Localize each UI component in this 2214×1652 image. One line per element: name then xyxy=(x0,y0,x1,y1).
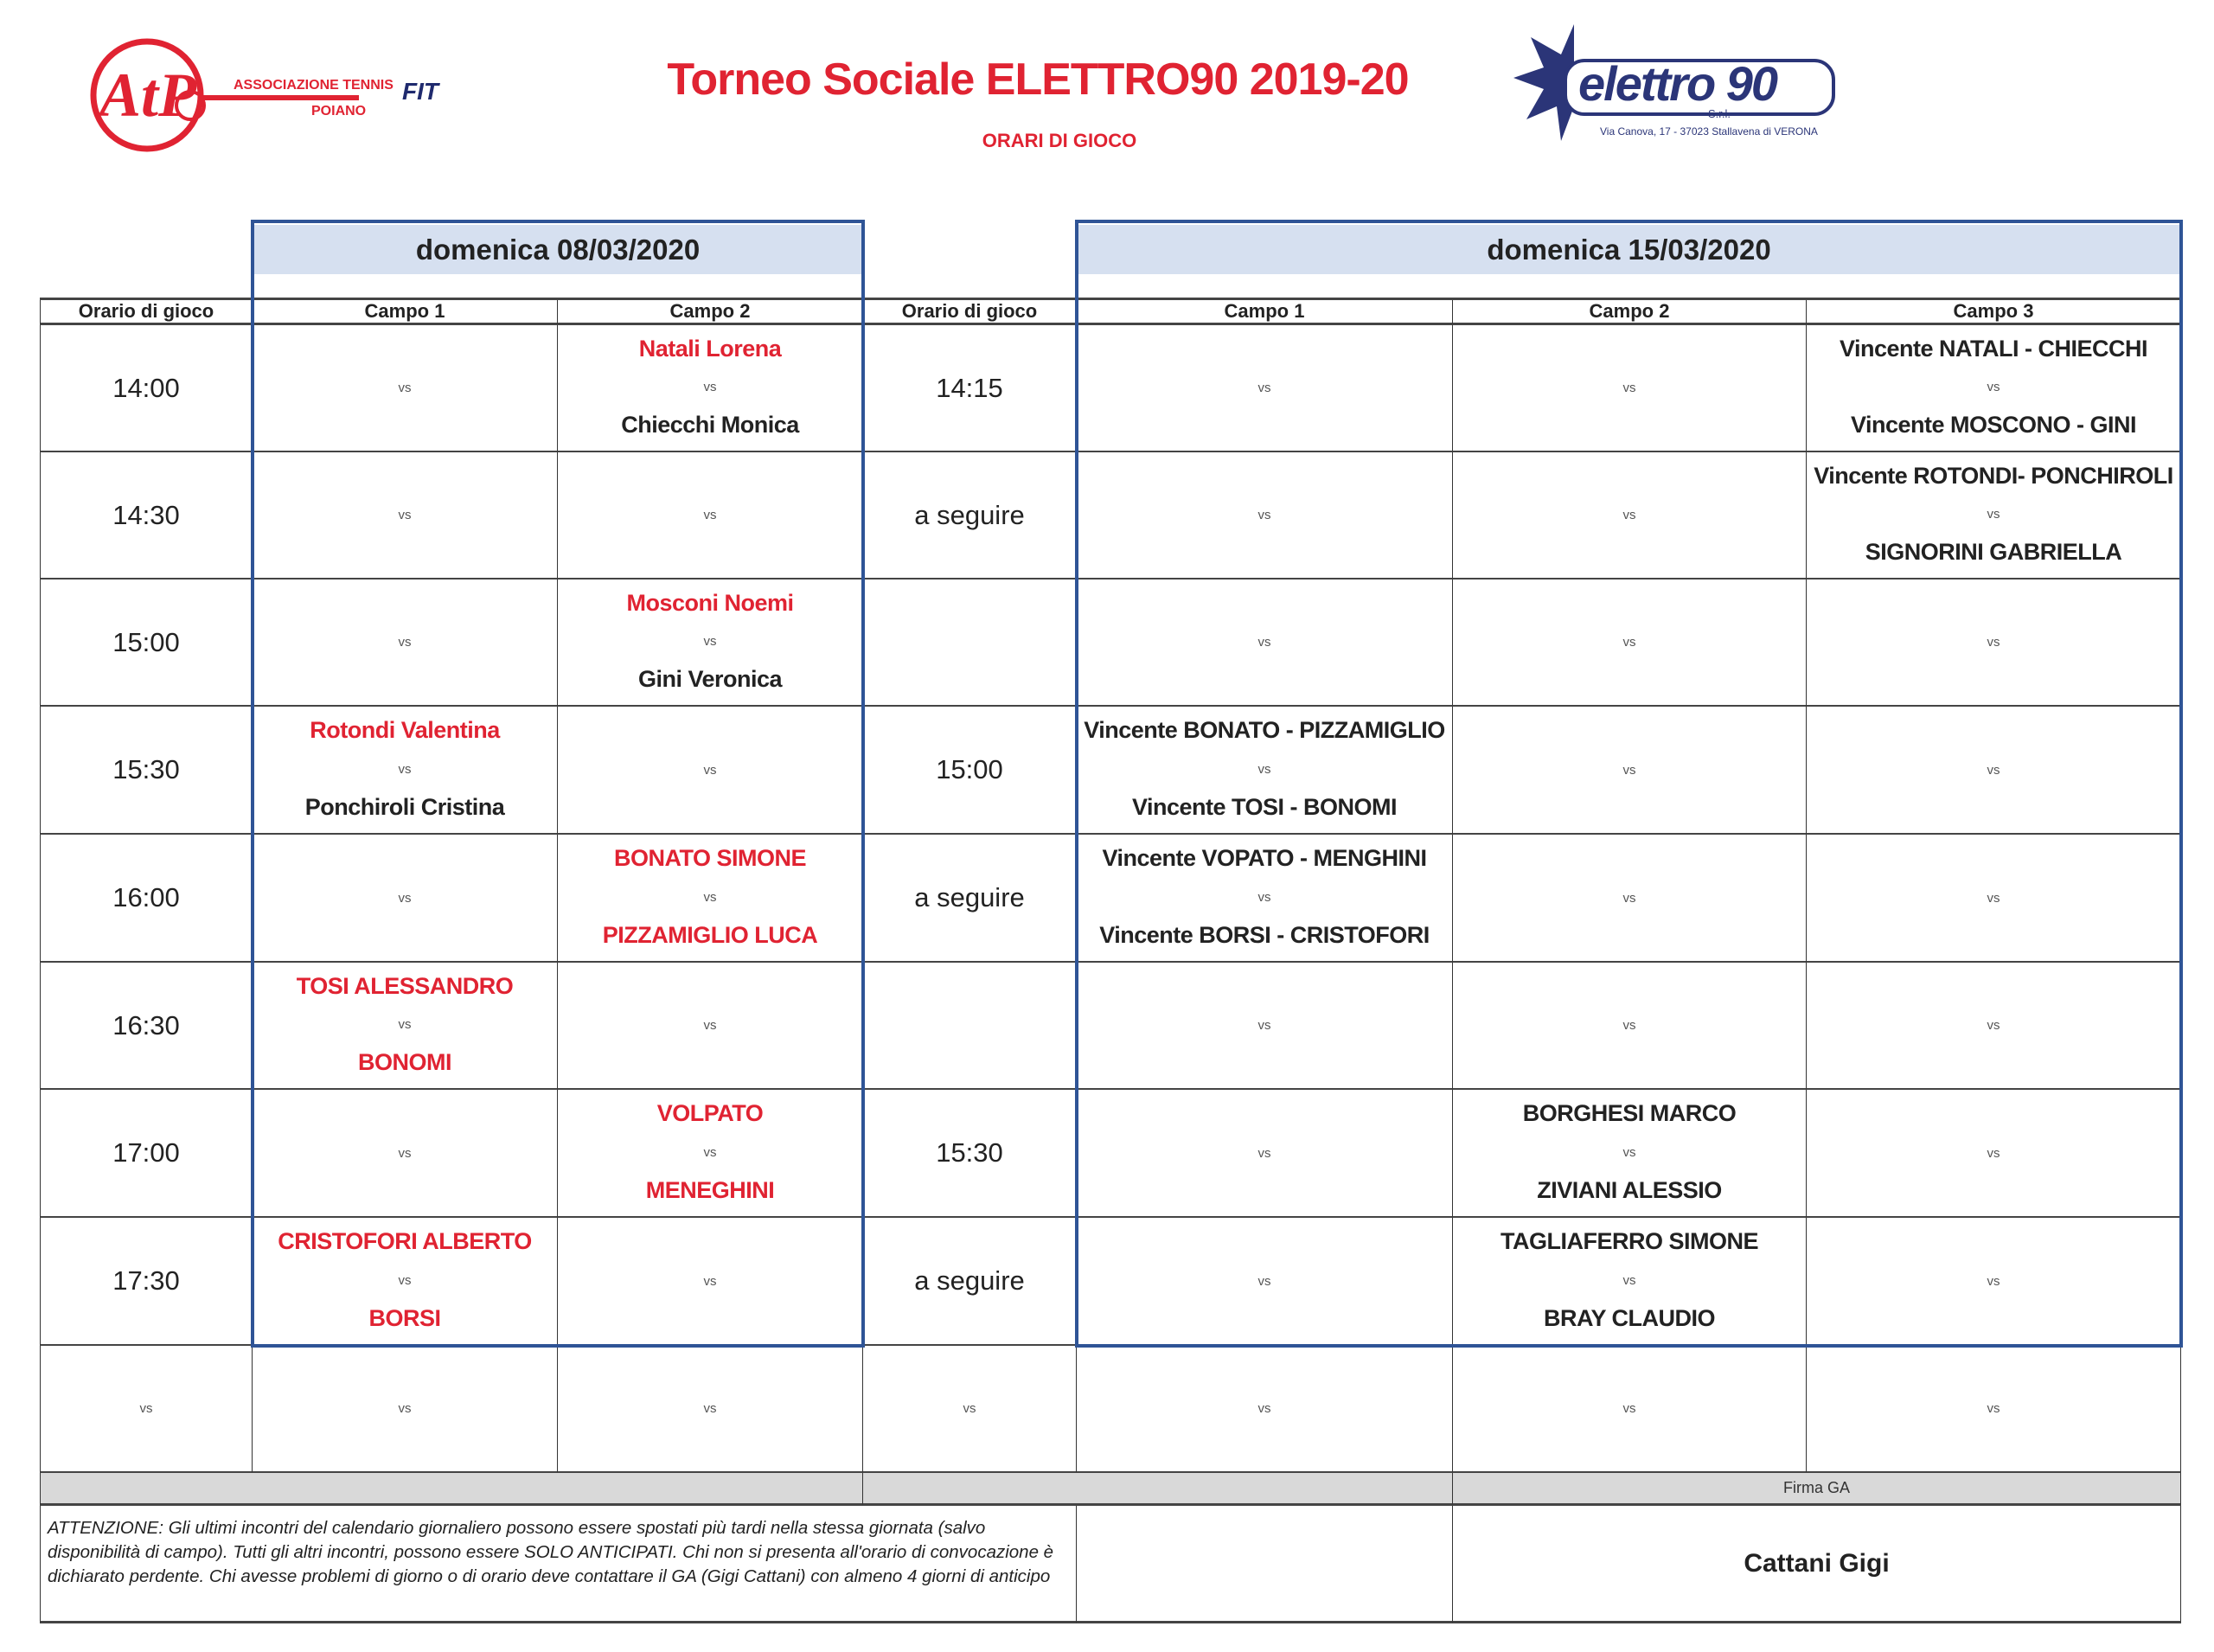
match-cell[interactable] xyxy=(558,579,863,707)
vs-label: vs xyxy=(1257,761,1271,777)
time-label: a seguire xyxy=(914,1265,1025,1296)
player-2: Vincente TOSI - BONOMI xyxy=(1131,794,1398,820)
player-1: Rotondi Valentina xyxy=(310,717,500,743)
time-cell xyxy=(863,963,1077,1090)
elettro90-address: Via Canova, 17 - 37023 Stallavena di VERONA xyxy=(1600,125,1818,138)
vs-label: vs xyxy=(398,508,412,522)
time-cell xyxy=(40,707,253,835)
empty-match-cell[interactable] xyxy=(1077,1090,1453,1218)
page-subtitle: ORARI DI GIOCO xyxy=(982,130,1137,151)
player-1: CRISTOFORI ALBERTO xyxy=(278,1228,532,1254)
vs-label: vs xyxy=(1257,635,1271,650)
vs-label: vs xyxy=(398,1272,412,1288)
match-cell[interactable] xyxy=(1077,835,1453,963)
player-2: Chiecchi Monica xyxy=(621,412,799,438)
vs-label: vs xyxy=(703,1018,717,1033)
time-cell xyxy=(40,452,253,579)
empty-match-cell[interactable] xyxy=(1807,963,2181,1090)
fit-logo: FIT xyxy=(402,78,438,105)
vs-label: vs xyxy=(398,381,412,395)
empty-match-cell[interactable] xyxy=(253,835,558,963)
vs-label: vs xyxy=(1622,890,1636,906)
empty-match-cell[interactable] xyxy=(1807,1346,2181,1473)
day-header-2: domenica 15/03/2020 xyxy=(1077,225,2181,274)
player-1: Vincente VOPATO - MENGHINI xyxy=(1102,845,1427,871)
court-header: Campo 1 xyxy=(253,300,558,325)
time-cell xyxy=(863,325,1077,452)
empty-match-cell[interactable] xyxy=(558,452,863,579)
player-2: BONOMI xyxy=(358,1049,451,1075)
vs-label: vs xyxy=(398,635,412,650)
empty-match-cell[interactable] xyxy=(1077,963,1453,1090)
vs-label: vs xyxy=(703,508,717,522)
empty-match-cell[interactable] xyxy=(1453,325,1807,452)
vs-label: vs xyxy=(1622,381,1636,395)
match-cell[interactable] xyxy=(558,1090,863,1218)
match-cell[interactable] xyxy=(1453,1218,1807,1346)
court-header: Campo 2 xyxy=(558,300,863,325)
time-label: 14:15 xyxy=(936,372,1003,403)
vs-label: vs xyxy=(1987,1018,2000,1033)
player-2: MENEGHINI xyxy=(645,1177,775,1203)
player-2: Vincente MOSCONO - GINI xyxy=(1850,412,2137,438)
vs-label: vs xyxy=(703,1401,717,1416)
vs-label: vs xyxy=(1257,1018,1271,1033)
time-label: 15:30 xyxy=(112,754,180,784)
vs-label: vs xyxy=(1257,889,1271,905)
time-cell xyxy=(40,963,253,1090)
time-label: 14:00 xyxy=(112,372,180,403)
time-header-1: Orario di gioco xyxy=(40,300,253,325)
match-cell[interactable] xyxy=(1453,1090,1807,1218)
court-header: Campo 2 xyxy=(1453,300,1807,325)
vs-label: vs xyxy=(1987,1273,2000,1289)
vs-label: vs xyxy=(398,1145,412,1161)
time-cell xyxy=(40,1346,253,1473)
vs-label: vs xyxy=(703,889,717,905)
player-1: BONATO SIMONE xyxy=(613,845,806,871)
time-cell xyxy=(40,1090,253,1218)
player-1: TOSI ALESSANDRO xyxy=(296,973,514,999)
empty-match-cell[interactable] xyxy=(1807,707,2181,835)
time-cell xyxy=(863,1090,1077,1218)
player-2: BORSI xyxy=(368,1305,441,1331)
match-cell[interactable] xyxy=(1077,707,1453,835)
time-cell xyxy=(40,325,253,452)
player-2: PIZZAMIGLIO LUCA xyxy=(602,922,818,948)
vs-label: vs xyxy=(1257,508,1271,522)
empty-match-cell[interactable] xyxy=(1453,707,1807,835)
time-label: a seguire xyxy=(914,882,1025,912)
player-1: Vincente ROTONDI- PONCHIROLI xyxy=(1814,463,2173,489)
time-label: 15:00 xyxy=(936,754,1003,784)
player-2: Gini Veronica xyxy=(637,666,783,692)
vs-label: vs xyxy=(139,1401,153,1416)
day-header-1: domenica 08/03/2020 xyxy=(253,225,863,274)
empty-match-cell[interactable] xyxy=(558,963,863,1090)
empty-match-cell[interactable] xyxy=(1453,835,1807,963)
match-cell[interactable] xyxy=(558,325,863,452)
time-cell xyxy=(40,1218,253,1346)
time-cell xyxy=(863,1218,1077,1346)
vs-label: vs xyxy=(1987,1401,2000,1416)
match-cell[interactable] xyxy=(253,707,558,835)
vs-label: vs xyxy=(703,1273,717,1289)
vs-label: vs xyxy=(1987,890,2000,906)
vs-label: vs xyxy=(1257,1145,1271,1161)
page-title: Torneo Sociale ELETTRO90 2019-20 xyxy=(667,54,1409,105)
vs-label: vs xyxy=(1622,1144,1636,1160)
vs-label: vs xyxy=(1987,507,2000,522)
footer-blank-cell xyxy=(1077,1506,1453,1623)
svg-text:AtP: AtP xyxy=(99,61,197,130)
time-cell xyxy=(863,452,1077,579)
atp-logo-text-2: POIANO xyxy=(311,104,367,118)
empty-match-cell[interactable] xyxy=(1453,452,1807,579)
player-2: ZIVIANI ALESSIO xyxy=(1537,1177,1722,1203)
empty-match-cell[interactable] xyxy=(1453,1346,1807,1473)
player-2: Ponchiroli Cristina xyxy=(304,794,505,820)
player-1: Natali Lorena xyxy=(638,336,782,362)
atp-logo-text-1: ASSOCIAZIONE TENNIS xyxy=(234,78,394,93)
vs-label: vs xyxy=(703,380,717,394)
vs-label: vs xyxy=(1987,762,2000,778)
gray-band-left xyxy=(40,1473,863,1506)
empty-match-cell[interactable] xyxy=(1077,325,1453,452)
time-label: 15:30 xyxy=(936,1137,1003,1168)
court-header: Campo 1 xyxy=(1077,300,1453,325)
player-1: TAGLIAFERRO SIMONE xyxy=(1501,1228,1758,1254)
time-label: 16:00 xyxy=(112,882,180,912)
vs-label: vs xyxy=(1622,1018,1636,1033)
empty-match-cell[interactable] xyxy=(253,1346,558,1473)
elettro90-logo xyxy=(1513,24,1842,141)
signature-label: Firma GA xyxy=(1453,1473,2181,1506)
time-cell xyxy=(40,579,253,707)
empty-match-cell[interactable] xyxy=(1077,452,1453,579)
time-header-2: Orario di gioco xyxy=(863,300,1077,325)
match-cell[interactable] xyxy=(1807,325,2181,452)
vs-label: vs xyxy=(1987,635,2000,650)
time-label: 15:00 xyxy=(112,626,180,657)
empty-match-cell[interactable] xyxy=(558,707,863,835)
vs-label: vs xyxy=(1622,635,1636,650)
time-cell xyxy=(863,835,1077,963)
player-2: BRAY CLAUDIO xyxy=(1543,1305,1716,1331)
empty-match-cell[interactable] xyxy=(253,1090,558,1218)
vs-label: vs xyxy=(398,1017,412,1032)
gray-band-middle xyxy=(863,1473,1453,1506)
vs-label: vs xyxy=(1257,1401,1271,1416)
vs-label: vs xyxy=(398,1401,412,1416)
empty-match-cell[interactable] xyxy=(253,325,558,452)
elettro90-logo-text: elettro 90 xyxy=(1578,56,1776,111)
player-2: SIGNORINI GABRIELLA xyxy=(1865,539,2122,565)
match-cell[interactable] xyxy=(253,963,558,1090)
vs-label: vs xyxy=(1622,508,1636,522)
time-label: 17:30 xyxy=(112,1265,180,1296)
empty-match-cell[interactable] xyxy=(1077,1346,1453,1473)
vs-label: vs xyxy=(398,890,412,906)
time-label: 16:30 xyxy=(112,1009,180,1041)
vs-label: vs xyxy=(1622,1272,1636,1288)
time-cell xyxy=(863,707,1077,835)
vs-label: vs xyxy=(1987,380,2000,394)
vs-label: vs xyxy=(1622,1401,1636,1416)
empty-match-cell[interactable] xyxy=(253,579,558,707)
player-1: Vincente NATALI - CHIECCHI xyxy=(1839,336,2148,362)
empty-match-cell[interactable] xyxy=(1807,1090,2181,1218)
time-label: 17:00 xyxy=(112,1137,180,1168)
time-cell xyxy=(40,835,253,963)
empty-match-cell[interactable] xyxy=(1077,1218,1453,1346)
match-cell[interactable] xyxy=(253,1218,558,1346)
empty-match-cell[interactable] xyxy=(1453,579,1807,707)
vs-label: vs xyxy=(963,1401,976,1416)
player-1: VOLPATO xyxy=(656,1100,764,1126)
empty-match-cell[interactable] xyxy=(1807,1218,2181,1346)
empty-match-cell[interactable] xyxy=(1807,579,2181,707)
vs-label: vs xyxy=(1622,762,1636,778)
empty-match-cell[interactable] xyxy=(253,452,558,579)
player-1: Mosconi Noemi xyxy=(626,590,794,616)
empty-match-cell[interactable] xyxy=(558,1346,863,1473)
elettro90-srl: S.r.l. xyxy=(1708,107,1731,120)
player-2: Vincente BORSI - CRISTOFORI xyxy=(1099,922,1430,948)
empty-match-cell[interactable] xyxy=(558,1218,863,1346)
empty-match-cell[interactable] xyxy=(1453,963,1807,1090)
player-1: Vincente BONATO - PIZZAMIGLIO xyxy=(1084,717,1445,743)
time-label: a seguire xyxy=(914,499,1025,530)
empty-match-cell[interactable] xyxy=(1807,835,2181,963)
time-cell xyxy=(863,579,1077,707)
atp-poiano-logo xyxy=(82,36,480,157)
vs-label: vs xyxy=(1257,381,1271,395)
vs-label: vs xyxy=(703,634,717,649)
signature-name: Cattani Gigi xyxy=(1453,1506,2181,1623)
vs-label: vs xyxy=(398,761,412,777)
time-cell xyxy=(863,1346,1077,1473)
vs-label: vs xyxy=(1257,1273,1271,1289)
time-label: 14:30 xyxy=(112,499,180,530)
vs-label: vs xyxy=(703,1144,717,1160)
court-header: Campo 3 xyxy=(1807,300,2181,325)
vs-label: vs xyxy=(703,762,717,778)
player-1: BORGHESI MARCO xyxy=(1522,1100,1737,1126)
vs-label: vs xyxy=(1987,1145,2000,1161)
match-cell[interactable] xyxy=(558,835,863,963)
empty-match-cell[interactable] xyxy=(1077,579,1453,707)
notice-text: ATTENZIONE: Gli ultimi incontri del calendario giornaliero possono essere spostati più tardi nella stessa giornata (salvo disponibilità di campo). Tutti gli altri incontri, possono essere SOLO ANTICIPATI. Chi non si presenta all'orario di convocazione è dichiarato perdente. Chi avesse problemi di giorno o di orario deve contattare il GA (Gigi Cattani) con almeno 4 giorni di anticipo xyxy=(40,1506,1077,1623)
match-cell[interactable] xyxy=(1807,452,2181,579)
